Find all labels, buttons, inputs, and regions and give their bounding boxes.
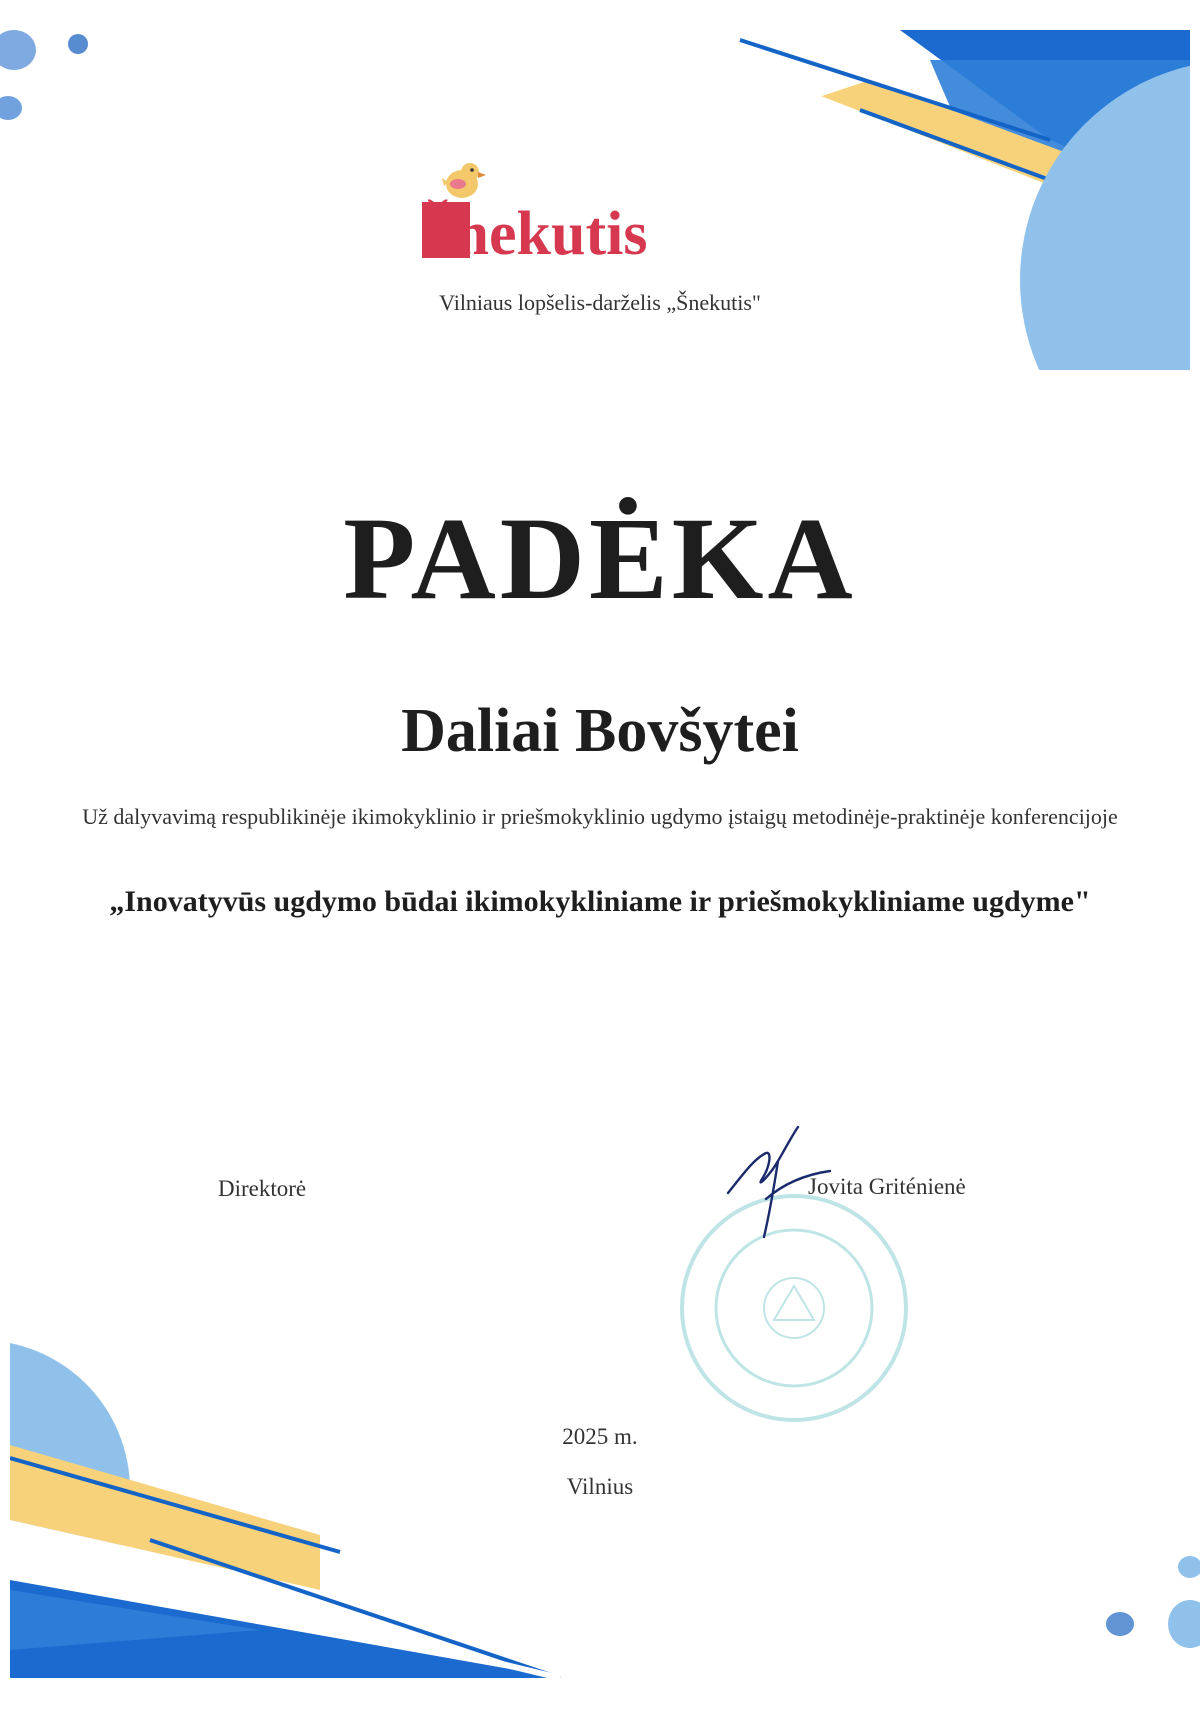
conference-title: „Inovatyvūs ugdymo būdai ikimokykliniame ir priešmokykliniame ugdyme" [109,885,1091,918]
city: Vilnius [566,1474,634,1499]
year: 2025 m. [562,1424,638,1449]
director-position: Direktorė [218,1176,307,1201]
snekutis-logo [420,150,780,270]
certificate-title: PADĖKA [343,493,857,624]
top-left-dots [0,0,100,120]
bottom-right-dots [1090,1540,1200,1670]
logo-text: Šnekutis [420,200,648,268]
chick-icon [442,163,486,198]
recipient-name: Daliai Bovšytei [401,697,799,765]
director-name: Jovita Griténienė [808,1174,966,1199]
reason-text: Už dalyvavimą respublikinėje ikimokyklinio ir priešmokyklinio ugdymo įstaigų metodinėje-praktinėje konferencijoje [82,804,1118,829]
organization-name: Vilniaus lopšelis-darželis „Šnekutis" [439,290,761,315]
top-right-bands [720,20,1200,370]
bottom-left-bands [0,1290,600,1710]
